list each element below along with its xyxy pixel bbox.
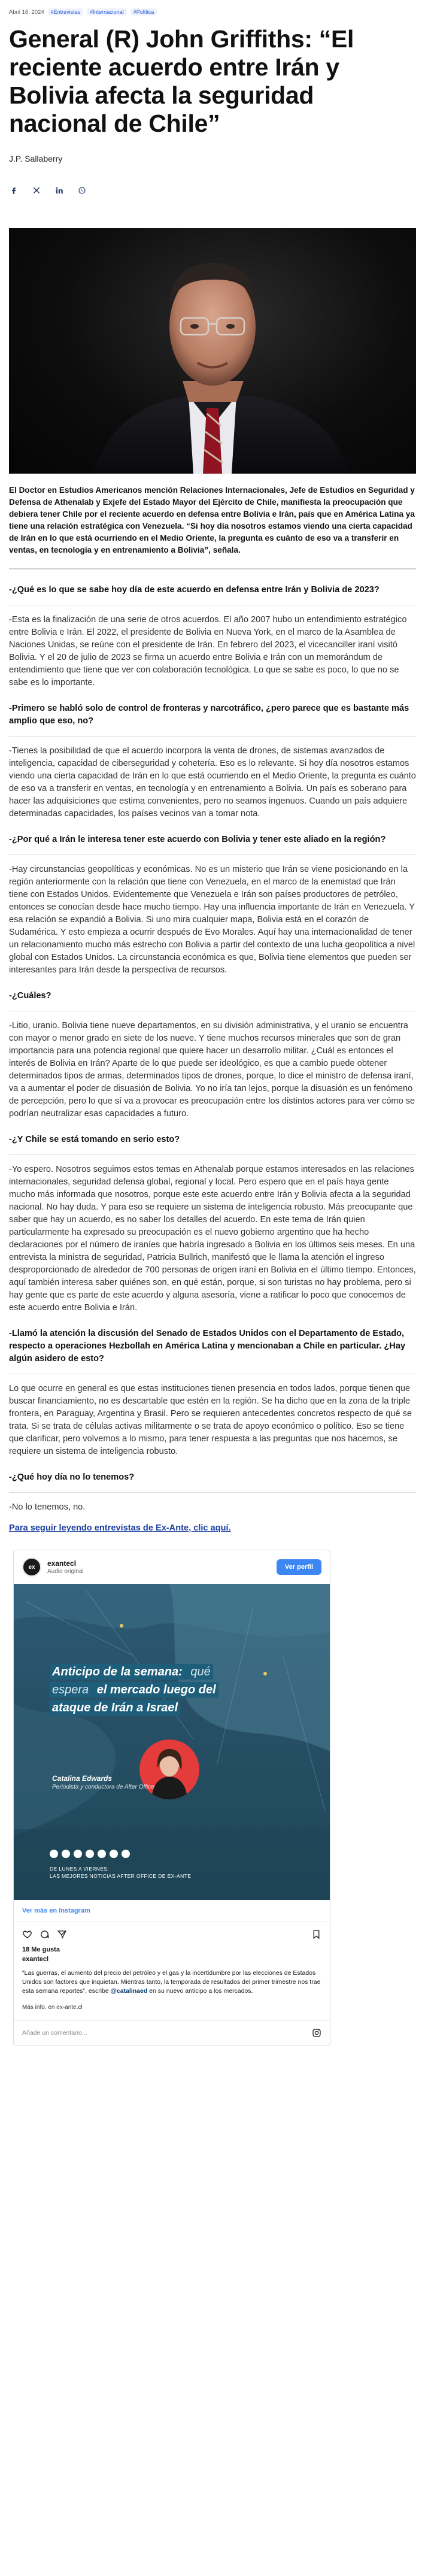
instagram-actions xyxy=(14,1922,330,1945)
caption-tail: en su nuevo anticipo a los mercados. xyxy=(147,1987,253,1995)
facebook-icon[interactable] xyxy=(9,186,19,195)
article-meta xyxy=(9,0,416,16)
divider xyxy=(9,854,416,855)
answer-4: -Litio, uranio. Bolivia tiene nueve departamentos, en su división administrativa, y el uranio se encuentra con mayor o menor grado en siete de los nueve. Y tiene muchos recursos minerales que son de gran importancia para una potencia regional que quiere hacer un desarrollo militar. ¿Cuál es entonces el interés de Bolivia en Irán? Aparte de lo que puede ser ideológico, es que a cambio puede obtener determinados tipos de armas, determinados tipos de drones, porque, lo dice el ministro de defensa iraní, va a aumentar el poder de disuasión de Bolivia. Yo no iría tan lejos, porque la disuasión es un fenómeno de percepción, pero lo que sí va a provocar es preocupación entre los distintos actores para ver cómo se podrían neutralizar esas capacidades a futuro. xyxy=(9,1021,415,1119)
publish-date: Abril 16, 2024 xyxy=(9,8,44,16)
social-icons-row xyxy=(50,1850,130,1858)
post-owner[interactable]: exantecl xyxy=(22,1956,49,1963)
share-bar xyxy=(9,186,416,195)
headline-prefix: Anticipo de la semana: xyxy=(50,1664,185,1680)
instagram-audio-label[interactable]: Audio original xyxy=(47,1568,84,1575)
tag-internacional[interactable]: #Internacional xyxy=(87,8,127,16)
answer-6: Lo que ocurre en general es que estas instituciones tienen presencia en todos lados, porque tienen que buscar financiamiento, no es descartable que estén en la región. Se ha dicho que en la zona de la triple frontera, en Paraguay, Argentina y Brasil. Pero se requieren antecedentes concretos respecto de qué se trata. Si se trata de células activas militarmente o se trata de apoyo económico o político. Eso se tiene que clarificar, pero volvemos a lo mismo, para tener respuesta a las preguntas que nos hacemos, se requiere un sistema de inteligencia robusto. xyxy=(9,1384,412,1456)
share-icon[interactable] xyxy=(57,1929,67,1942)
divider xyxy=(9,568,416,569)
question-5: -¿Y Chile se está tomando en serio esto? xyxy=(9,1135,180,1144)
divider xyxy=(9,1492,416,1493)
question-2: -Primero se habló solo de control de fronteras y narcotráfico, ¿pero parece que es bastante más amplio que eso, no? xyxy=(9,704,409,726)
divider xyxy=(9,736,416,737)
portrait-illustration xyxy=(9,228,416,474)
question-6: -Llamó la atención la discusión del Senado de Estados Unidos con el Departamento de Estado, respecto a operaciones Hezbollah en América Latina y mencionaban a Chile en particular. ¿Hay algún asidero de esto? xyxy=(9,1329,406,1363)
question-4: -¿Cuáles? xyxy=(9,991,51,1001)
likes-count[interactable]: 18 Me gusta xyxy=(22,1946,60,1953)
headline-mid: qué espera xyxy=(50,1664,213,1698)
instagram-username[interactable]: exantecl xyxy=(47,1559,77,1568)
author-name[interactable]: J.P. Sallaberry xyxy=(9,154,63,163)
linkedin-icon[interactable] xyxy=(54,186,64,195)
host-role: Periodista y conductora de After Office xyxy=(52,1784,154,1790)
answer-7: -No lo tenemos, no. xyxy=(9,1502,86,1512)
question-3: -¿Por qué a Irán le interesa tener este acuerdo con Bolivia y tener este aliado en la región? xyxy=(9,835,386,844)
schedule-line-2: LAS MEJORES NOTICIAS AFTER OFFICE DE EX-ANTE xyxy=(50,1873,192,1879)
spotify-icon xyxy=(50,1850,58,1858)
tag-politica[interactable]: #Política xyxy=(130,8,157,16)
view-profile-button[interactable]: Ver perfil xyxy=(277,1559,321,1575)
article-body xyxy=(9,584,416,1533)
tag-entrevistas[interactable]: #Entrevistas xyxy=(48,8,84,16)
question-7: -¿Qué hoy día no lo tenemos? xyxy=(9,1472,135,1482)
avatar[interactable]: ex xyxy=(22,1557,41,1577)
answer-1: -Esta es la finalización de una serie de otros acuerdos. El año 2007 hubo un entendimiento estratégico entre Bolivia e Irán. El 2022, el presidente de Bolivia en Nueva York, en el marco de la Asamblea de Naciones Unidas, se reúne con el presidente de Irán. En febrero del 2023, el vicecanciller iraní visitó Bolivia. Y el 20 de julio de 2023 se firma un acuerdo entre Bolivia e Irán con un memorándum de entendimiento que tiene que ver con colaboración tecnológica. Lo que se sabe es poco, lo que no se sabe es lo importante. xyxy=(9,615,407,687)
bookmark-icon[interactable] xyxy=(311,1929,321,1942)
whatsapp-icon[interactable] xyxy=(77,186,87,195)
apple-podcasts-icon xyxy=(62,1850,70,1858)
x-icon xyxy=(98,1850,106,1858)
linkedin-icon xyxy=(110,1850,118,1858)
comment-box[interactable] xyxy=(14,2020,330,2045)
instagram-logo-icon[interactable] xyxy=(312,2028,321,2038)
more-info-text: Más info. en ex-ante.cl xyxy=(22,2004,83,2011)
answer-3: -Hay circunstancias geopolíticas y económicas. No es un misterio que Irán se viene posicionando en la región anteriormente con la relación que tiene con Venezuela, en el marco de la enemistad que Irán tiene con Estados Unidos. Evidentemente que Venezuela e Irán son países productores de petróleo, entonces se conocían desde hace mucho tiempo. Hay una influencia importante de Irán en Venezuela. Y esa relación se expandió a Bolivia. Si uno mira cualquier mapa, Bolivia está en el corazón de Sudamérica. Y esto empieza a ocurrir después de Evo Morales. Aquí hay una internacionalidad de tener un relacionamiento mucho más estrecho con Bolivia a partir del contexto de una lucha geopolítica a nivel global con Estados Unidos. La circunstancia económica es que, Bolivia tiene elementos que pueden ser interesantes para Irán desde la perspectiva de recursos. xyxy=(9,865,415,975)
instagram-user xyxy=(47,1559,84,1575)
host-name: Catalina Edwards xyxy=(52,1774,113,1783)
hero-portrait-image xyxy=(9,228,416,474)
view-more-instagram-link[interactable]: Ver más en Instagram xyxy=(14,1900,330,1922)
host-illustration xyxy=(139,1739,199,1799)
schedule-line-1: DE LUNES A VIERNES: xyxy=(50,1866,110,1872)
answer-2: -Tienes la posibilidad de que el acuerdo incorpora la venta de drones, de sistemas avanzados de inteligencia, capacidad de ciberseguridad y cohetería. Eso es lo relevante. Si hoy día nosotros estamos viendo una cierta capacidad de Irán en lo que está ocurriendo en el Medio Oriente, la pregunta es cuánto de eso va a transferir en ventas, en tecnología y en entrenamiento a Bolivia. Un país es soberano para hacer las adquisiciones que estima convenientes, pero no seamos ingenuos. Cuando un país adquiere determinadas capacidades, los países vecinos van a tomar nota. xyxy=(9,746,416,819)
heart-icon[interactable] xyxy=(22,1929,32,1942)
instagram-header xyxy=(14,1550,330,1584)
schedule-text xyxy=(50,1865,191,1880)
youtube-icon xyxy=(74,1850,82,1858)
caption-mention[interactable]: @catalinaed xyxy=(110,1987,148,1995)
answer-5: -Yo espero. Nosotros seguimos estos temas en Athenalab porque estamos interesados en las relaciones internacionales, seguridad defensa global, regional y local. Pero espero que en el país haya gente mucho más informada que nosotros, porque este este acuerdo entre Irán y Bolivia afecta a la seguridad nacional. No hay duda. Y para eso se requiere un sistema de inteligencia robusto. Más preocupante que saber que hay un acuerdo, es no saber los detalles del acuerdo. En este tema de Irán quien particularmente ha expresado su preocupación es el nuevo gobierno argentino que ha hecho declaraciones por el número de iraníes que habría ingresado a Bolivia en los últimos seis meses. En una entrevista la ministra de seguridad, Patricia Bullrich, manifestó que le llama la atención el ingreso desproporcionado de alrededor de 700 personas de origen iraní en Bolivia en el último tiempo. Entonces, aquí también interesa saber quiénes son, en qué están, porque, si son turistas no hay problema, pero si hay gente que es parte de este acuerdo y alguna asesoría, viene a ratificar lo poco que conocemos de este acuerdo entre Bolivia e Irán. xyxy=(9,1165,416,1313)
article-title: General (R) John Griffiths: “El reciente acuerdo entre Irán y Bolivia afecta la seguridad nacional de Chile” xyxy=(9,25,354,137)
caption-text: “Las guerras, el aumento del precio del petróleo y el gas y la incertidumbre por las elecciones de Estados Unidos son factores que inquietan. Mientras tanto, la temporada de resultados del primer trimestre nos trae esta semana reportes”, escribe xyxy=(22,1969,321,1995)
comment-icon[interactable] xyxy=(40,1929,50,1942)
post-caption xyxy=(14,1966,330,2001)
instagram-post-image[interactable] xyxy=(14,1584,330,1900)
host-portrait xyxy=(139,1739,199,1799)
comment-placeholder[interactable]: Añade un comentario... xyxy=(22,2029,87,2036)
more-interviews-link[interactable]: Para seguir leyendo entrevistas de Ex-Ante, clic aquí. xyxy=(9,1523,231,1533)
divider xyxy=(9,1154,416,1155)
instagram-embed xyxy=(13,1550,330,2045)
question-1: -¿Qué es lo que se sabe hoy día de este acuerdo en defensa entre Irán y Bolivia de 2023? xyxy=(9,585,380,595)
hero-caption: El Doctor en Estudios Americanos mención Relaciones Internacionales, Jefe de Estudios en Seguridad y Defensa de Athenalab y Exjefe del Estado Mayor del Ejército de Chile, manifiesta la preocupación que debiera tener Chile por el reciente acuerdo en defensa entre Bolivia e Irán, país que en América Latina ya tiene una relación estratégica con Venezuela. “Si hoy día nosotros estamos viendo una cierta capacidad de Irán en lo que está ocurriendo en el Medio Oriente, la pregunta es cuánto de eso va a transferir en ventas, en tecnología y en entrenamiento a Bolivia”, señala. xyxy=(9,486,415,554)
post-headline xyxy=(50,1663,223,1717)
web-icon xyxy=(122,1850,130,1858)
headline-main: el mercado luego del ataque de Irán a Israel xyxy=(50,1682,218,1716)
instagram-icon xyxy=(86,1850,94,1858)
host-credit xyxy=(52,1774,154,1790)
x-icon[interactable] xyxy=(32,186,41,195)
